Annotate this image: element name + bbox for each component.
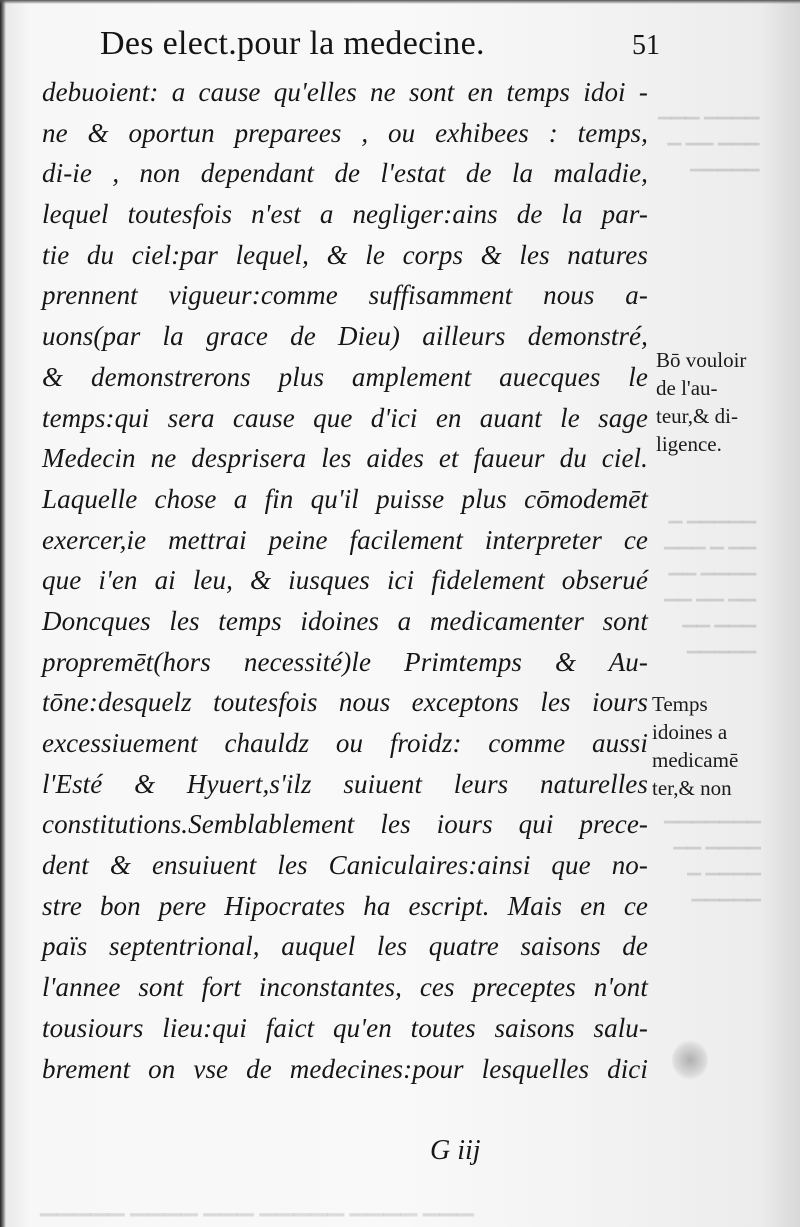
margin-note-line: teur,& di-: [656, 404, 738, 428]
text-line: Medecin ne desprisera les aides et faueur du ciel.: [42, 443, 648, 474]
text-line: que i'en ai leu, & iusques ici fidelement obserué: [42, 565, 648, 596]
margin-note-line: Temps: [652, 692, 708, 716]
text-line: brement on vse de medecines:pour lesquelles dici: [42, 1053, 648, 1084]
margin-note-line: medicamē: [652, 748, 739, 772]
page-number: 51: [632, 30, 660, 61]
text-line: stre bon pere Hipocrates ha escript. Mais en ce: [42, 890, 648, 921]
show-through-text: ▁▁▁ ▁▁▁▁ ▁▁▁▁▁ ▁▁▁ ▁▁▁▁ ▁▁▁▁▁: [40, 1191, 474, 1216]
margin-note-line: ter,& non: [652, 776, 732, 800]
margin-note-line: idoines a: [652, 720, 728, 744]
text-line: tōne:desquelz toutesfois nous exceptons les iours: [42, 687, 648, 718]
ink-stain: [672, 1040, 708, 1080]
text-line: di-ie , non dependant de l'estat de la maladie,: [42, 158, 648, 189]
show-through-text: ▁▁▁▁ ▁▁▁ ▁▁▁ ▁▁ ▁ ▁▁▁▁▁: [658, 99, 760, 171]
text-line: prennent vigueur:comme suffisamment nous a-: [42, 280, 648, 311]
margin-note: [652, 690, 738, 802]
text-line: Doncques les temps idoines a medicamenter sont: [42, 605, 648, 636]
text-line: exercer,ie mettrai peine facilement interpreter ce: [42, 524, 648, 555]
text-line: l'Esté & Hyuert,s'ilz suiuent leurs naturelles: [42, 768, 648, 799]
margin-note-line: de l'au-: [656, 376, 718, 400]
main-text: [42, 72, 648, 1089]
text-line: lequel toutesfois n'est a negliger:ains de la par-: [42, 199, 648, 230]
text-line: l'annee sont fort inconstantes, ces preceptes n'ont: [42, 972, 648, 1003]
running-head: [100, 22, 660, 66]
text-line: constitutions.Semblablement les iours qui prece-: [42, 809, 648, 840]
text-line: Laquelle chose a fin qu'il puisse plus cōmodemēt: [42, 483, 648, 514]
text-line: excessiuement chauldz ou froidz: comme aussi: [42, 728, 648, 758]
show-through-text: ▁▁▁▁▁▁▁ ▁▁▁▁ ▁▁ ▁▁▁▁ ▁ ▁▁▁▁▁: [664, 803, 761, 901]
text-line: dent & ensuiuent les Caniculaires:ainsi que no-: [42, 850, 648, 881]
text-line: debuoient: a cause qu'elles ne sont en temps idoi -: [42, 77, 648, 107]
text-line: tousiours lieu:qui faict qu'en toutes saisons salu-: [42, 1012, 648, 1043]
text-line: & demonstrerons plus amplement auecques le: [42, 361, 648, 392]
margin-note-line: ligence.: [656, 432, 722, 456]
running-title: Des elect.pour la medecine.: [100, 25, 485, 62]
text-line: uons(par la grace de Dieu) ailleurs demonstré,: [42, 321, 648, 352]
text-line: temps:qui sera cause que d'ici en auant le sage: [42, 402, 648, 433]
signature-mark: G iij: [430, 1135, 481, 1166]
text-line: ne & oportun preparees , ou exhibees : temps,: [42, 117, 648, 148]
margin-note: [656, 346, 746, 458]
text-line: propremēt(hors necessité)le Primtemps & Au-: [42, 646, 648, 677]
text-line: païs septentrional, auquel les quatre saisons de: [42, 931, 648, 962]
text-line: tie du ciel:par lequel, & le corps & les natures: [42, 239, 648, 270]
margin-note-line: Bō vouloir: [656, 348, 747, 372]
show-through-text: ▁▁▁▁▁ ▁ ▁▁ ▁ ▁▁▁ ▁▁▁▁ ▁▁ ▁▁ ▁▁ ▁▁ ▁▁▁ ▁▁ ▁▁▁▁▁: [664, 503, 757, 653]
